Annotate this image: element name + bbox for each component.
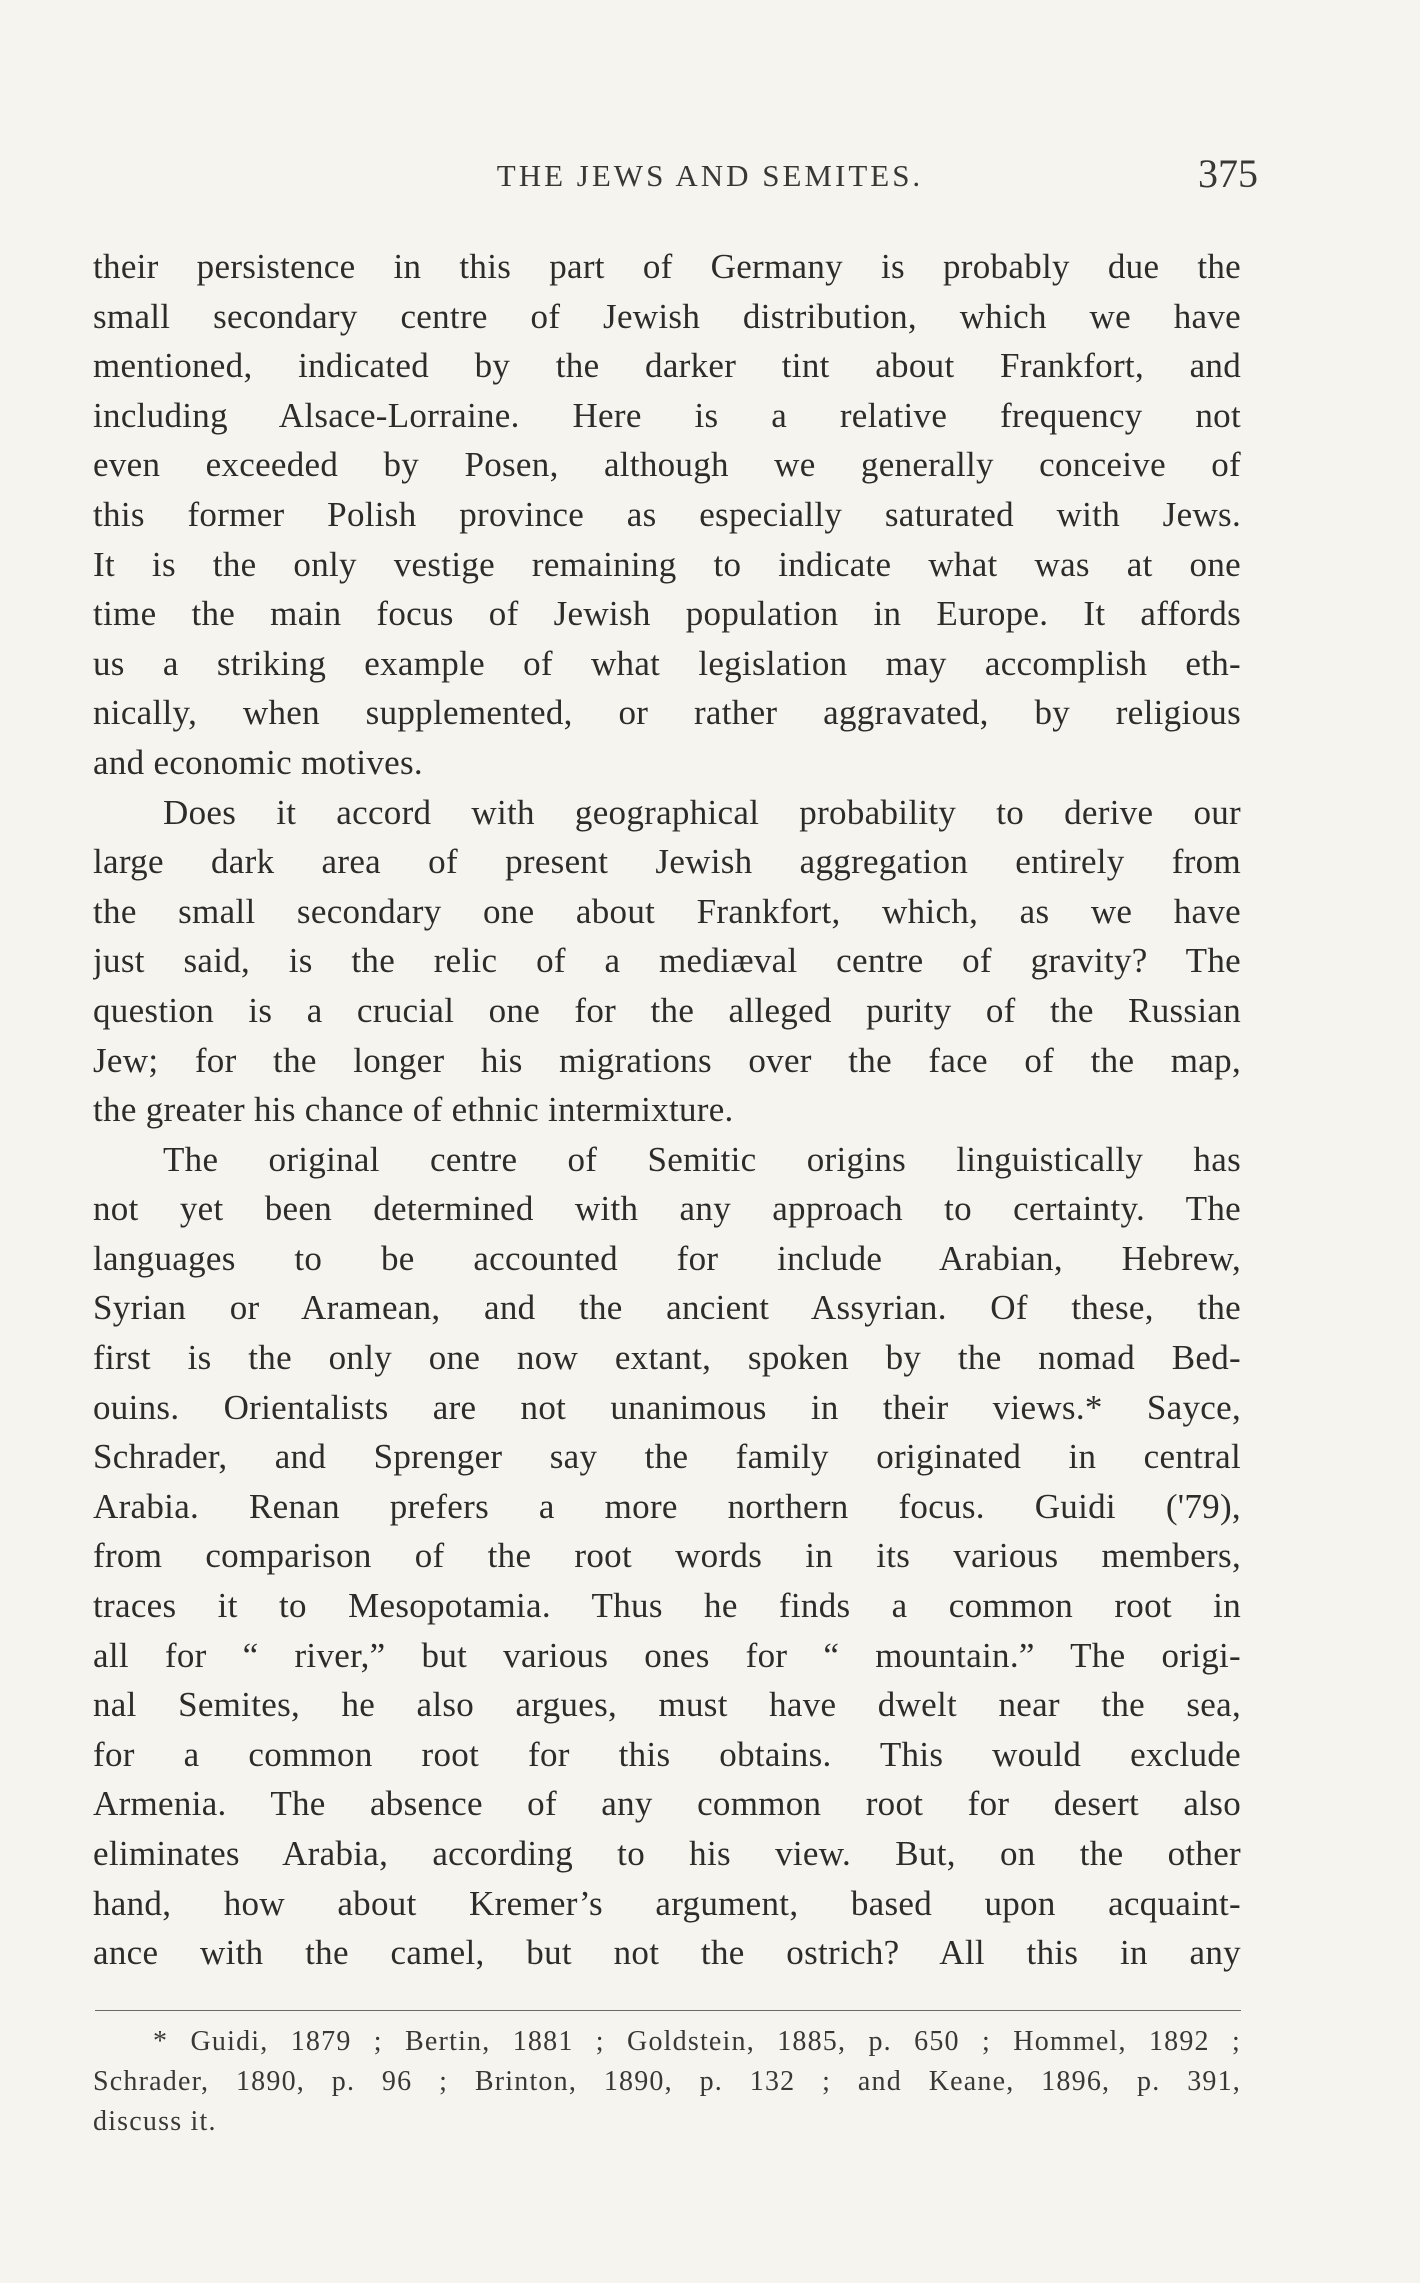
text-line: nically, when supplemented, or rather aggravated, by religious <box>93 693 1241 733</box>
text-line: the small secondary one about Frankfort, which, as we have <box>93 891 1241 931</box>
text-line: first is the only one now extant, spoken by the nomad Bed- <box>93 1338 1241 1378</box>
text-line: including Alsace-Lorraine. Here is a relative frequency not <box>93 395 1241 435</box>
text-line: Schrader, and Sprenger say the family originated in central <box>93 1437 1241 1477</box>
text-line: eliminates Arabia, according to his view. But, on the other <box>93 1834 1241 1873</box>
text-line: time the main focus of Jewish population in Europe. It affords <box>93 594 1241 634</box>
footnote-line: Schrader, 1890, p. 96 ; Brinton, 1890, p. 132 ; and Keane, 1896, p. 391, <box>93 2066 1241 2097</box>
footnote <box>93 2022 1241 2142</box>
text-line: from comparison of the root words in its various members, <box>93 1536 1241 1576</box>
text-line: us a striking example of what legislation may accomplish eth- <box>93 643 1241 683</box>
page-number: 375 <box>1198 151 1258 196</box>
text-line: traces it to Mesopotamia. Thus he finds a common root in <box>93 1586 1241 1626</box>
text-line: all for “ river,” but various ones for “ mountain.” The origi- <box>93 1635 1241 1675</box>
text-line: Jew; for the longer his migrations over the face of the map, <box>93 1040 1241 1080</box>
text-line: mentioned, indicated by the darker tint about Frankfort, and <box>93 346 1241 386</box>
footnote-rule <box>95 2010 1241 2011</box>
text-line: and economic motives. <box>93 742 423 782</box>
text-line: It is the only vestige remaining to indicate what was at one <box>93 544 1241 584</box>
paragraph-start-line: Does it accord with geographical probability to derive our <box>163 792 1241 832</box>
text-line: just said, is the relic of a mediæval centre of gravity? The <box>93 941 1241 981</box>
footnote-line: discuss it. <box>93 2106 217 2137</box>
body-text <box>93 242 1241 1978</box>
text-line: Arabia. Renan prefers a more northern focus. Guidi ('79), <box>93 1486 1241 1526</box>
text-line: large dark area of present Jewish aggregation entirely from <box>93 842 1241 882</box>
paragraph-start-line: The original centre of Semitic origins linguistically has <box>163 1139 1241 1179</box>
text-line: for a common root for this obtains. This would exclude <box>93 1734 1241 1774</box>
text-line: the greater his chance of ethnic intermixture. <box>93 1090 734 1130</box>
text-line: this former Polish province as especially saturated with Jews. <box>93 494 1241 534</box>
text-line: languages to be accounted for include Arabian, Hebrew, <box>93 1238 1241 1278</box>
running-head: THE JEWS AND SEMITES. <box>496 158 924 193</box>
text-line: ance with the camel, but not the ostrich? All this in any <box>93 1933 1241 1973</box>
text-line: their persistence in this part of Germany is probably due the <box>93 247 1241 286</box>
text-line: ouins. Orientalists are not unanimous in their views.* Sayce, <box>93 1387 1241 1427</box>
text-line: not yet been determined with any approach to certainty. The <box>93 1189 1241 1229</box>
text-line: small secondary centre of Jewish distribution, which we have <box>93 296 1241 336</box>
text-line: question is a crucial one for the alleged purity of the Russian <box>93 990 1241 1030</box>
footnote-line: * Guidi, 1879 ; Bertin, 1881 ; Goldstein, 1885, p. 650 ; Hommel, 1892 ; <box>153 2026 1241 2057</box>
text-line: hand, how about Kremer’s argument, based upon acquaint- <box>93 1883 1241 1923</box>
text-line: Syrian or Aramean, and the ancient Assyrian. Of these, the <box>93 1288 1241 1328</box>
text-line: Armenia. The absence of any common root for desert also <box>93 1784 1241 1824</box>
text-line: nal Semites, he also argues, must have dwelt near the sea, <box>93 1685 1241 1725</box>
text-line: even exceeded by Posen, although we generally conceive of <box>93 445 1241 485</box>
